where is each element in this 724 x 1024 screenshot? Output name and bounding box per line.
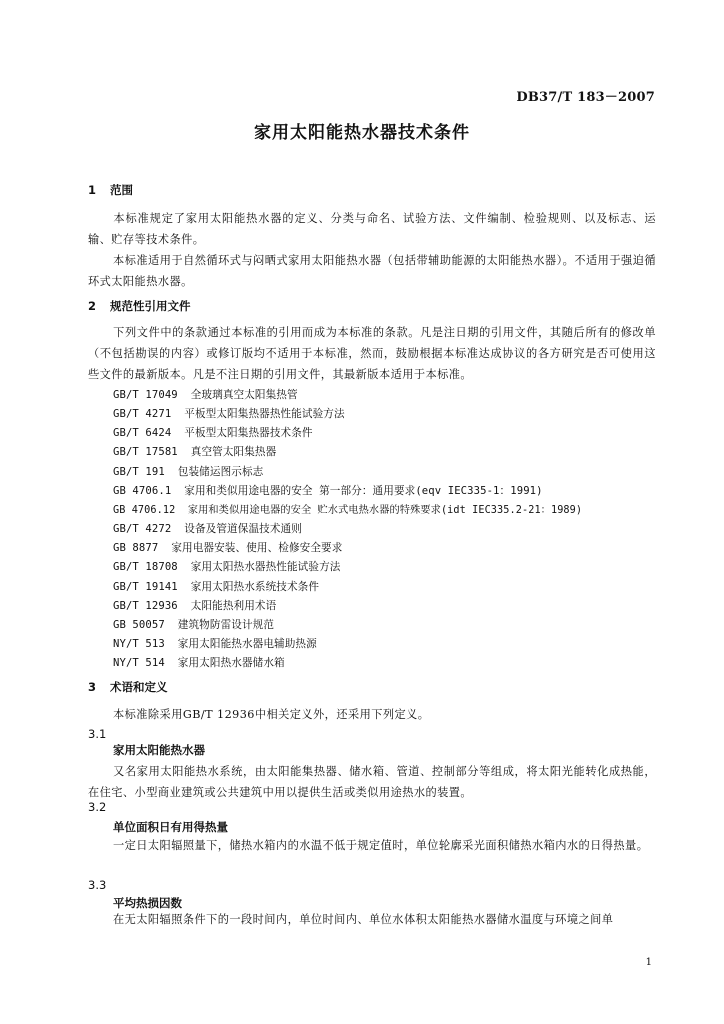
reference-code: GB/T 191: [113, 465, 165, 478]
reference-code: GB/T 6424: [113, 427, 172, 440]
reference-item: [113, 501, 582, 520]
definition-text: 在无太阳辐照条件下的一段时间内，单位时间内、单位水体积太阳能热水器储水温度与环境之间单: [113, 913, 614, 926]
reference-code: GB/T 17049: [113, 389, 178, 401]
reference-item: [113, 597, 582, 616]
section-2-heading: [88, 298, 191, 314]
section-number: 3: [88, 680, 97, 694]
reference-item: [113, 539, 582, 558]
term-definition: [88, 761, 656, 803]
term-name: 平均热损因数: [113, 896, 182, 910]
page-number: 1: [645, 957, 652, 968]
reference-item: [113, 520, 582, 539]
reference-title: 家用和类似用途电器的安全 第一部分：通用要求(eqv IEC335-1：1991): [184, 484, 543, 497]
section-1-paragraph-1: [88, 208, 656, 250]
section-title: 范围: [110, 183, 133, 197]
section-2-paragraph-1: [88, 322, 656, 385]
definition-text: 一定日太阳辐照量下，储热水箱内的水温不低于规定值时，单位轮廓采光面积储热水箱内水的日得热量。: [113, 839, 649, 852]
section-title: 规范性引用文件: [110, 299, 191, 313]
reference-title: 家用太阳热水器热性能试验方法: [190, 561, 341, 574]
reference-code: GB/T 18708: [113, 561, 178, 574]
reference-title: 家用和类似用途电器的安全 贮水式电热水器的特殊要求(idt IEC335.2-21：1989): [187, 504, 583, 516]
reference-code: GB/T 19141: [113, 580, 178, 593]
reference-item: [113, 443, 582, 462]
reference-code: GB 8877: [113, 542, 159, 555]
reference-code: GB 50057: [113, 618, 165, 631]
section-3-paragraph-1: [88, 704, 656, 725]
term-number: 3.1: [88, 727, 107, 741]
reference-title: 全玻璃真空太阳集热管: [190, 389, 298, 401]
reference-code: GB 4706.1: [113, 484, 172, 497]
reference-title: 真空管太阳集热器: [190, 446, 277, 459]
reference-item: [113, 386, 582, 405]
reference-title: 设备及管道保温技术通则: [184, 523, 302, 536]
reference-item: [113, 578, 582, 597]
definition-text: 又名家用太阳能热水系统，由太阳能集热器、储水箱、管道、控制部分等组成，将太阳光能转化成热能，在住宅、小型商业建筑或公共建筑中用以提供生活或类似用途热水的装置。: [88, 765, 656, 799]
reference-item: [113, 654, 582, 673]
reference-title: 家用太阳热水系统技术条件: [190, 580, 320, 593]
standard-code: DB37/T 183－2007: [516, 90, 655, 105]
term-definition: [88, 909, 656, 930]
reference-item: [113, 482, 582, 501]
term-number: 3.3: [88, 878, 107, 892]
section-1-paragraph-2: [88, 250, 656, 292]
reference-item: [113, 616, 582, 635]
reference-title: 包装储运图示标志: [177, 465, 264, 478]
term-name: 家用太阳能热水器: [113, 743, 205, 757]
document-title: 家用太阳能热水器技术条件: [254, 123, 470, 143]
paragraph-text: 本标准规定了家用太阳能热水器的定义、分类与命名、试验方法、文件编制、检验规则、以及标志、运输、贮存等技术条件。: [88, 212, 656, 246]
section-3-heading: [88, 679, 168, 695]
reference-code: GB/T 12936: [113, 599, 178, 612]
reference-code: GB/T 4272: [113, 523, 172, 536]
reference-code: NY/T 514: [113, 657, 165, 670]
reference-title: 家用电器安装、使用、检修安全要求: [171, 542, 343, 555]
term-name: 单位面积日有用得热量: [113, 820, 228, 834]
term-number: 3.2: [88, 800, 107, 814]
section-number: 1: [88, 183, 97, 197]
section-title: 术语和定义: [110, 680, 168, 694]
reference-item: [113, 424, 582, 443]
reference-title: 平板型太阳集热器热性能试验方法: [184, 408, 345, 421]
section-number: 2: [88, 299, 97, 313]
reference-title: 平板型太阳集热器技术条件: [184, 427, 313, 440]
reference-item: [113, 463, 582, 482]
paragraph-text: 本标准除采用GB/T 12936中相关定义外，还采用下列定义。: [113, 708, 430, 721]
reference-list: [113, 386, 582, 673]
paragraph-text: 本标准适用于自然循环式与闷晒式家用太阳能热水器（包括带辅助能源的太阳能热水器）。不适用于强迫循环式太阳能热水器。: [88, 254, 656, 288]
reference-title: 家用太阳热水器储水箱: [177, 657, 285, 670]
reference-item: [113, 635, 582, 654]
reference-code: GB 4706.12: [113, 504, 176, 516]
reference-item: [113, 558, 582, 577]
term-definition: [88, 835, 656, 856]
paragraph-text: 下列文件中的条款通过本标准的引用而成为本标准的条款。凡是注日期的引用文件，其随后所有的修改单（不包括勘误的内容）或修订版均不适用于本标准，然而，鼓励根据本标准达成协议的各方研究是否可使用这些文件的最新版本。凡是不注日期的引用文件，其最新版本适用于本标准。: [88, 326, 656, 381]
reference-code: GB/T 4271: [113, 408, 172, 421]
reference-title: 建筑物防雷设计规范: [177, 618, 275, 631]
section-1-heading: [88, 182, 133, 198]
reference-code: GB/T 17581: [113, 446, 178, 459]
reference-code: NY/T 513: [113, 638, 165, 651]
reference-item: [113, 405, 582, 424]
reference-title: 家用太阳能热水器电辅助热源: [177, 638, 317, 651]
reference-title: 太阳能热利用术语: [190, 599, 277, 612]
